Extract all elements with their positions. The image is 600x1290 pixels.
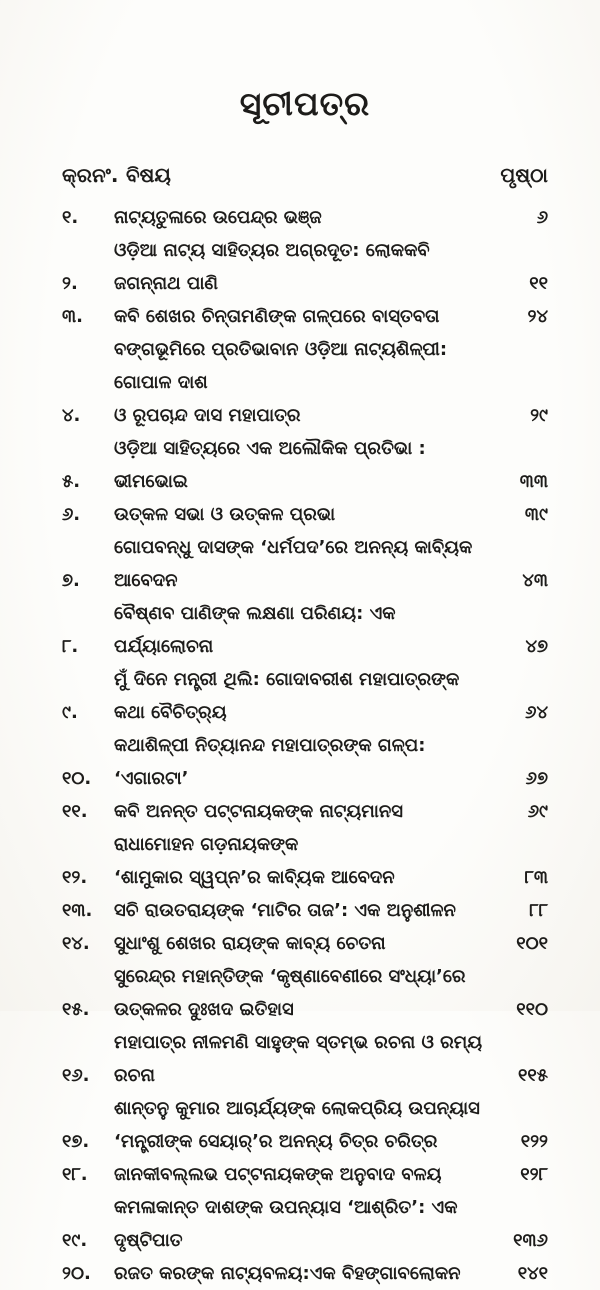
entry-title-block [114, 729, 490, 795]
entry-title: ଉତ୍କଳ ସଭା ଓ ଉତ୍କଳ ପ୍ରଭା [114, 504, 336, 525]
entry-page-number: ୧୪୧ [517, 1263, 548, 1284]
entry-number: ୧୫. [62, 999, 90, 1020]
entry-title-block [114, 795, 490, 828]
column-header-subject: ବିଷୟ [126, 163, 171, 187]
entry-title: ଗୋପବନ୍ଧୁ ଦାସଙ୍କ ‘ଧର୍ମପଦ’ରେ ଅନନ୍ୟ କାବ୍ୟିକ ଆବେଦନ [114, 537, 473, 591]
toc-entry [62, 1257, 548, 1290]
entry-title-block [114, 201, 490, 234]
entry-title-line2: ଉତ୍କଳର ଦୁଃଖଦ ଇତିହାସ [114, 999, 294, 1020]
entry-title-block [114, 234, 490, 300]
entry-number: ୬. [62, 504, 81, 525]
toc-entry [62, 234, 548, 300]
entry-page-number: ୪୩ [522, 570, 548, 591]
entry-title: ନାଟ୍ୟତୁଳାରେ ଉପେନ୍ଦ୍ର ଭଞ୍ଜ [114, 207, 322, 228]
entry-title: ସଚି ରାଉତରାୟଙ୍କ ‘ମାଟିର ତାଜ’: ଏକ ଅନୁଶୀଳନ [114, 900, 456, 921]
entry-title-block [114, 927, 490, 960]
entry-title-block [114, 498, 490, 531]
entry-title: ରାଧାମୋହନ ଗଡ଼ନାୟକଙ୍କ [114, 834, 299, 855]
toc-entry [62, 1026, 548, 1092]
toc-entry [62, 300, 548, 333]
entry-number: ୧୪. [62, 933, 90, 954]
entry-page-number: ୧୦୧ [516, 933, 548, 954]
toc-entry [62, 201, 548, 234]
entry-number: ୧୯. [62, 1230, 88, 1251]
entry-title-block [114, 894, 490, 927]
toc-entry [62, 498, 548, 531]
entry-page-number: ୬୭ [525, 768, 548, 789]
toc-entry [62, 795, 548, 828]
entry-title-line2: ‘ଶାମୁକାର ସ୍ୱପ୍ନ’ର କାବ୍ୟିକ ଆବେଦନ [114, 867, 395, 888]
entry-number: ୭. [62, 570, 80, 591]
entry-page-number: ୬୯ [527, 801, 548, 822]
entry-number: ୧୧. [62, 801, 88, 822]
entry-title: ମହାପାତ୍ର ନୀଳମଣି ସାହୁଙ୍କ ସ୍ତମ୍ଭ ରଚନା ଓ ରମ୍ୟ ରଚନା [114, 1032, 483, 1086]
entry-title-block [114, 300, 490, 333]
entry-title: କମଳାକାନ୍ତ ଦାଶଙ୍କ ଉପନ୍ୟାସ ‘ଆଶ୍ରିତ’: ଏକ ଦୃଷ୍ଟିପାତ [114, 1197, 458, 1251]
toc-entry [62, 432, 548, 498]
entry-number: ୧୭. [62, 1131, 90, 1152]
entry-page-number: ୧୧୦ [516, 999, 548, 1020]
entry-title-block [114, 597, 490, 663]
entry-number: ୧୩. [62, 900, 93, 921]
entry-title: ବଙ୍ଗଭୂମିରେ ପ୍ରତିଭାବାନ ଓଡ଼ିଆ ନାଟ୍ୟଶିଳ୍ପୀ: ଗୋପାଳ ଦାଶ [114, 339, 448, 393]
toc-entry [62, 960, 548, 1026]
entry-title: ଓଡ଼ିଆ ନାଟ୍ୟ ସାହିତ୍ୟର ଅଗ୍ରଦୂତ: ଲୋକକବି ଜଗନ୍ନାଥ ପାଣି [114, 240, 430, 294]
entry-page-number: ୧୩୬ [513, 1230, 548, 1251]
toc-entry [62, 663, 548, 729]
toc-entry [62, 729, 548, 795]
entry-title-block [114, 1158, 490, 1191]
entry-title: କବି ଶେଖର ଚିନ୍ତାମଣିଙ୍କ ଗଳ୍ପରେ ବାସ୍ତବତା [114, 306, 440, 327]
entry-page-number: ୬ [536, 207, 548, 228]
toc-entry [62, 597, 548, 663]
entry-number: ୮. [62, 636, 79, 657]
entry-page-number: ୮୮ [529, 900, 548, 921]
entry-number: ୪. [62, 405, 81, 426]
entry-number: ୧୬. [62, 1065, 90, 1086]
entry-title-block [114, 333, 490, 432]
entry-number: ୨୦. [62, 1263, 91, 1284]
entry-number: ୧୮. [62, 1164, 88, 1185]
entry-title-block [114, 663, 490, 729]
entry-title-line2: ‘ମନ୍ତ୍ରୀଙ୍କ ସେୟାର୍’ର ଅନନ୍ୟ ଚିତ୍ର ଚରିତ୍ର [114, 1131, 438, 1152]
entry-number: ୧୨. [62, 867, 88, 888]
entry-number: ୫. [62, 471, 81, 492]
entry-title: ସୁରେନ୍ଦ୍ର ମହାନ୍ତିଙ୍କ ‘କୃଷ୍ଣାବେଣୀରେ ସଂଧ୍ୟା’ରେ [114, 966, 466, 987]
entry-page-number: ୮୩ [524, 867, 548, 888]
entry-page-number: ୨୯ [530, 405, 548, 426]
entry-page-number: ୧୧୫ [518, 1065, 548, 1086]
toc-entry [62, 828, 548, 894]
entry-title: କବି ଅନନ୍ତ ପଟ୍ଟନାୟକଙ୍କ ନାଟ୍ୟମାନସ [114, 801, 403, 822]
entry-title: ଓଡ଼ିଆ ସାହିତ୍ୟରେ ଏକ ଅଲୌକିକ ପ୍ରତିଭା : ଭୀମଭୋଇ [114, 438, 426, 492]
entry-title-block [114, 1191, 490, 1257]
toc-entry [62, 894, 548, 927]
entry-number: ୨. [62, 273, 78, 294]
entry-page-number: ୬୪ [525, 702, 548, 723]
entry-page-number: ୩୯ [524, 504, 548, 525]
column-header-page: ପୃଷ୍ଠା [500, 163, 548, 187]
entry-page-number: ୪୭ [525, 636, 548, 657]
entry-title: ବୈଷ୍ଣବ ପାଣିଙ୍କ ଲକ୍ଷଣା ପରିଣୟ: ଏକ ପର୍ଯ୍ୟାଲୋଚନା [114, 603, 396, 657]
entry-page-number: ୨୪ [527, 306, 548, 327]
toc-column-headers [62, 162, 548, 188]
toc-entry [62, 927, 548, 960]
entry-title: ସୁଧାଂଶୁ ଶେଖର ରାୟଙ୍କ କାବ୍ୟ ଚେତନା [114, 933, 386, 954]
page-title: ସୂଚୀପତ୍ର [239, 84, 371, 123]
toc-entry [62, 1191, 548, 1257]
entry-page-number: ୧୨୮ [520, 1164, 548, 1185]
entry-title-line2: ଓ ରୂପଚାନ୍ଦ ଦାସ ମହାପାତ୍ର [114, 405, 301, 426]
entry-title: ରଜତ କରଙ୍କ ନାଟ୍ୟବଳୟ:ଏକ ବିହଙ୍ଗାବଲୋକନ [114, 1263, 461, 1284]
entry-title-block [114, 828, 490, 894]
entry-title-block [114, 432, 490, 498]
entry-page-number: ୧୧ [529, 273, 548, 294]
entry-title-block [114, 960, 490, 1026]
entry-title: ମୁଁ ଦିନେ ମନ୍ତ୍ରୀ ଥିଲି: ଗୋଦାବରୀଶ ମହାପାତ୍ରଙ୍କ କଥା ବୈଚିତ୍ର୍ୟ [114, 669, 460, 723]
entry-page-number: ୧୨୨ [520, 1131, 548, 1152]
toc-entry [62, 333, 548, 432]
toc-entry [62, 531, 548, 597]
entry-page-number: ୩୩ [519, 471, 548, 492]
toc-entry [62, 1092, 548, 1158]
toc-entry [62, 1158, 548, 1191]
entry-title-block [114, 1092, 490, 1158]
entry-number: ୩. [62, 306, 83, 327]
entry-title-block [114, 1257, 490, 1290]
entry-title: ଶାନ୍ତନୁ କୁମାର ଆଚାର୍ଯ୍ୟଙ୍କ ଲୋକପ୍ରିୟ ଉପନ୍ୟାସ [114, 1098, 480, 1119]
entry-title-block [114, 531, 490, 597]
toc-list [62, 201, 548, 1290]
column-header-serial: କ୍ରନଂ. [62, 163, 119, 187]
entry-title: କଥାଶିଳ୍ପୀ ନିତ୍ୟାନନ୍ଦ ମହାପାତ୍ରଙ୍କ ଗଳ୍ପ: ‘ଏଗାରଟା’ [114, 735, 426, 789]
entry-title-block [114, 1026, 490, 1092]
entry-number: ୧୦. [62, 768, 92, 789]
entry-number: ୧. [62, 207, 79, 228]
entry-title: ଜାନକୀବଲ୍ଲଭ ପଟ୍ଟନାୟକଙ୍କ ଅନୁବାଦ ବଳୟ [114, 1164, 442, 1185]
entry-number: ୯. [62, 702, 78, 723]
